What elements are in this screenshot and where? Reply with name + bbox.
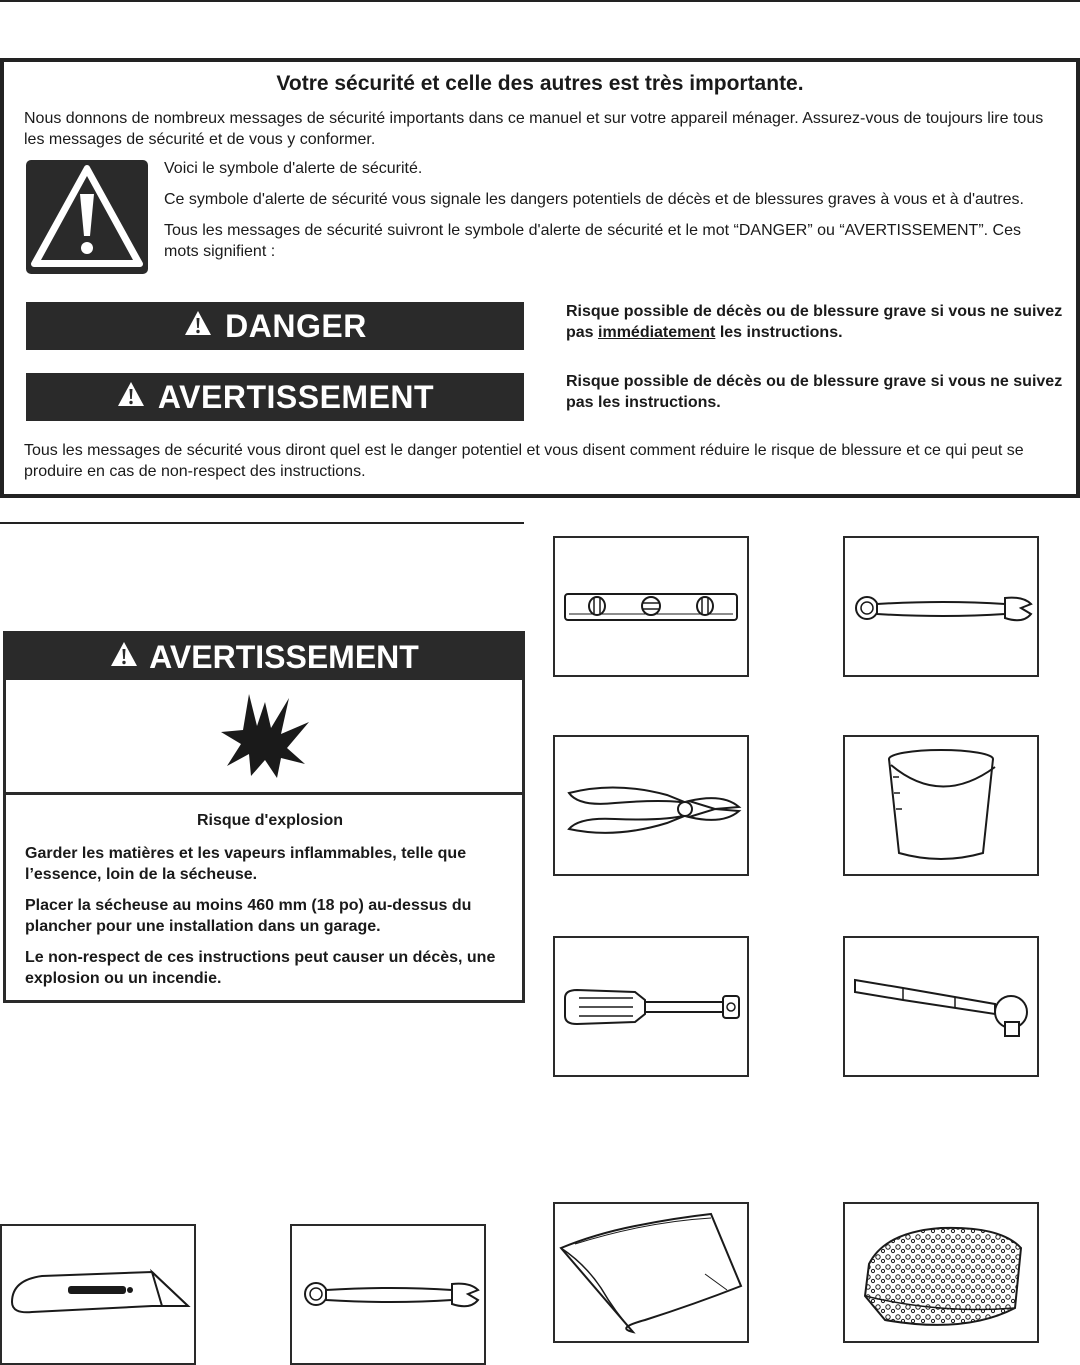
warning-line-2: Placer la sécheuse au moins 460 mm (18 po) au-dessus du plancher pour une installation dans un garage. (25, 897, 472, 935)
warning-header-label: AVERTISSEMENT (149, 638, 419, 675)
danger-def-emphasis: immédiatement (598, 324, 716, 341)
warning-triangle-icon (109, 639, 139, 676)
ratchet-icon (845, 938, 1037, 1075)
alert-meaning: Ce symbole d'alerte de sécurité vous signale les dangers potentiels de décès et de blessures graves à vous et à d'autres. (164, 191, 1024, 208)
bucket-icon (845, 737, 1037, 874)
level-icon (555, 538, 747, 675)
safety-outro: Tous les messages de sécurité vous diront quel est le danger potentiel et vous disent comment réduire le risque de blessure et ce qui peut se produire en cas de non-respect des instructions. (24, 442, 1024, 480)
warning-definition: Risque possible de décès ou de blessure grave si vous ne suivez pas les instructions. (566, 373, 1063, 411)
warning-triangle-icon (116, 379, 146, 416)
danger-label: DANGER (225, 307, 367, 344)
tool-utility-knife (0, 1224, 196, 1365)
alert-explanation (164, 158, 1044, 272)
utility-knife-icon (2, 1226, 194, 1363)
pliers-icon (555, 737, 747, 874)
tool-nut-driver (553, 936, 749, 1077)
warning-triangle-icon (183, 308, 213, 345)
tool-level (553, 536, 749, 677)
danger-definition (566, 301, 1071, 343)
warning-body (25, 810, 515, 999)
alert-symbol-line: Voici le symbole d'alerte de sécurité. (164, 160, 423, 177)
tool-sponge (843, 1202, 1039, 1343)
warning-line-3: Le non-respect de ces instructions peut causer un décès, une explosion ou un incendie. (25, 949, 496, 987)
explosion-icon (219, 692, 311, 780)
explosion-warning-box (3, 631, 525, 1003)
danger-signal-bar (26, 302, 524, 350)
tool-combination-wrench (290, 1224, 486, 1365)
safety-intro: Nous donnons de nombreux messages de sécurité importants dans ce manuel et sur votre appareil ménager. Assurez-vous de toujours lire tous les messages de sécurité et de vous y conformer. (24, 110, 1044, 148)
warning-pictogram-area (6, 680, 522, 795)
top-rule (0, 0, 1080, 2)
warning-header (6, 634, 522, 680)
tool-plastic-bag (553, 1202, 749, 1343)
plastic-bag-icon (555, 1204, 747, 1341)
danger-def-text-end: les instructions. (715, 324, 843, 341)
signal-words-intro: Tous les messages de sécurité suivront le symbole d'alerte de sécurité et le mot “DANGER” ou “AVERTISSEMENT”. Ces mots signifient : (164, 222, 1021, 260)
combination-wrench-icon (292, 1226, 484, 1363)
sponge-icon (845, 1204, 1037, 1341)
section-rule (0, 522, 524, 524)
safety-alert-icon (26, 160, 148, 274)
safety-notice-box (0, 58, 1080, 498)
warning-label: AVERTISSEMENT (157, 378, 435, 415)
tool-wrench (843, 536, 1039, 677)
tool-pliers (553, 735, 749, 876)
safety-title: Votre sécurité et celle des autres est très importante. (276, 72, 804, 95)
danger-def-text: Risque possible de décès ou de blessure grave si vous ne suivez pas (566, 303, 1063, 341)
risk-title: Risque d'explosion (196, 812, 344, 829)
warning-line-1: Garder les matières et les vapeurs inflammables, telle que l’essence, loin de la sécheuse. (25, 845, 467, 883)
nut-driver-icon (555, 938, 747, 1075)
warning-signal-bar (26, 373, 524, 421)
tool-ratchet (843, 936, 1039, 1077)
tool-bucket (843, 735, 1039, 876)
wrench-icon (845, 538, 1037, 675)
